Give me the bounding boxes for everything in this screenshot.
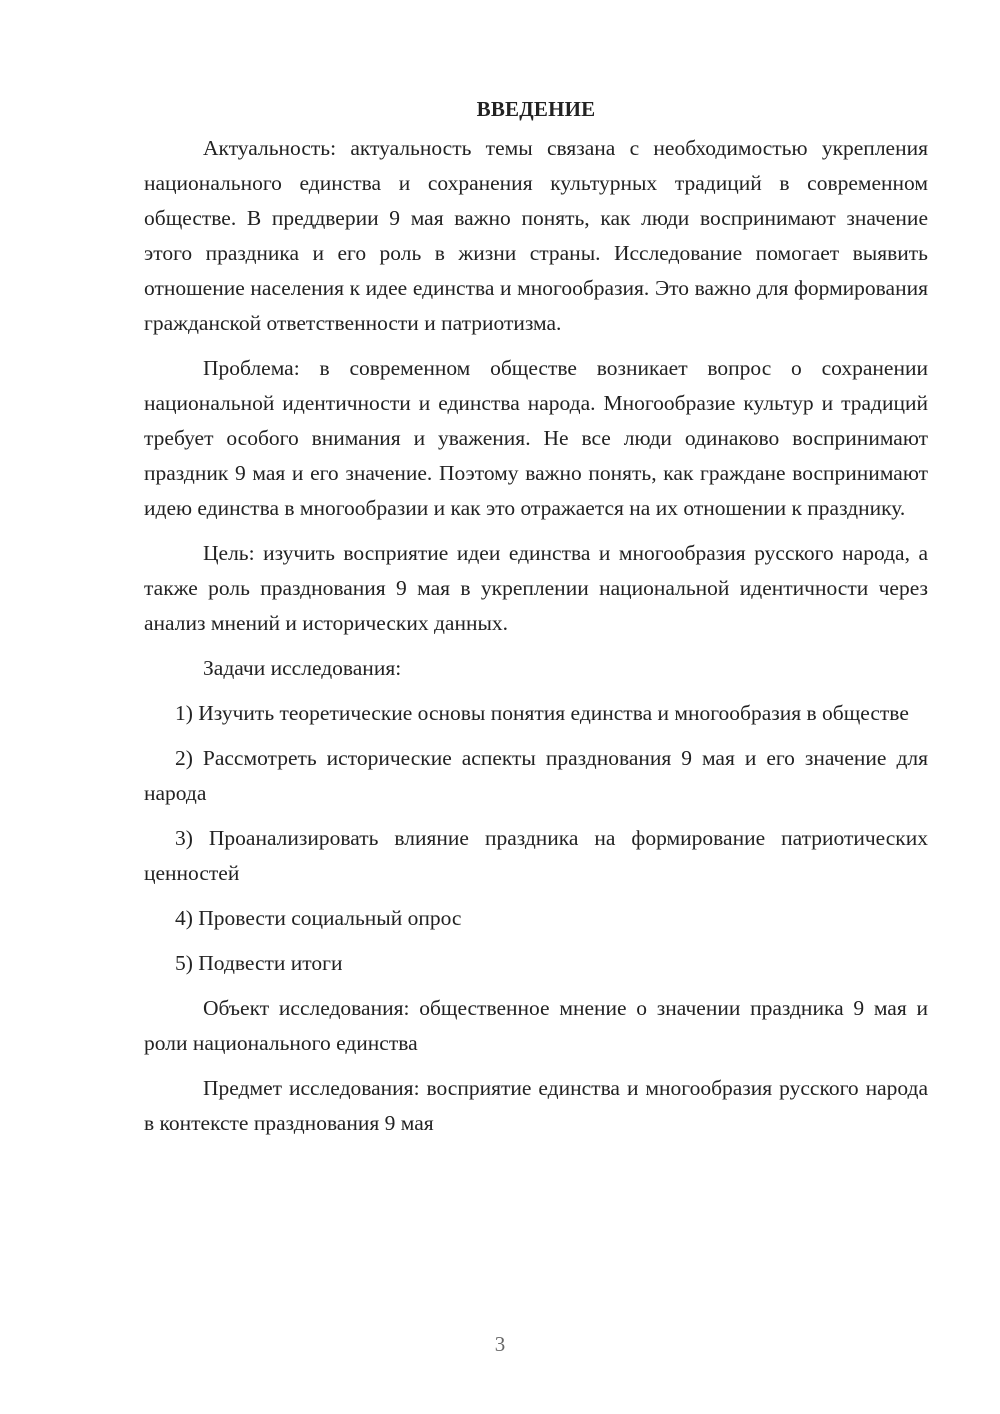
- paragraph-relevance: Актуальность: актуальность темы связана с необходимостью укрепления национального единства и сохранения культурных традиций в современном обществе. В преддверии 9 мая важно понять, как люди воспринимают значение этого праздника и его роль в жизни страны. Исследование помогает выявить отношение населения к идее единства и многообразия. Это важно для формирования гражданской ответственности и патриотизма.: [144, 136, 928, 335]
- task-item-2: 2) Рассмотреть исторические аспекты празднования 9 мая и его значение для народа: [144, 746, 928, 805]
- tasks-heading: Задачи исследования:: [203, 656, 402, 680]
- paragraph-subject: Предмет исследования: восприятие единства и многообразия русского народа в контексте празднования 9 мая: [144, 1076, 928, 1135]
- page-number: 3: [494, 1332, 506, 1356]
- task-item-5: 5) Подвести итоги: [175, 951, 343, 975]
- paragraph-goal: Цель: изучить восприятие идеи единства и многообразия русского народа, а также роль празднования 9 мая в укреплении национальной идентичности через анализ мнений и исторических данных.: [144, 541, 928, 635]
- task-item-4: 4) Провести социальный опрос: [175, 906, 462, 930]
- task-item-1: 1) Изучить теоретические основы понятия единства и многообразия в обществе: [175, 701, 909, 725]
- page-title: ВВЕДЕНИЕ: [476, 97, 596, 121]
- task-item-3: 3) Проанализировать влияние праздника на формирование патриотических ценностей: [144, 826, 928, 885]
- page-content: [144, 92, 928, 1151]
- paragraph-object: Объект исследования: общественное мнение о значении праздника 9 мая и роли национального единства: [144, 996, 928, 1055]
- paragraph-problem: Проблема: в современном обществе возникает вопрос о сохранении национальной идентичности и единства народа. Многообразие культур и традиций требует особого внимания и уважения. Не все люди одинаково воспринимают праздник 9 мая и его значение. Поэтому важно понять, как граждане воспринимают идею единства в многообразии и как это отражается на их отношении к празднику.: [144, 356, 928, 520]
